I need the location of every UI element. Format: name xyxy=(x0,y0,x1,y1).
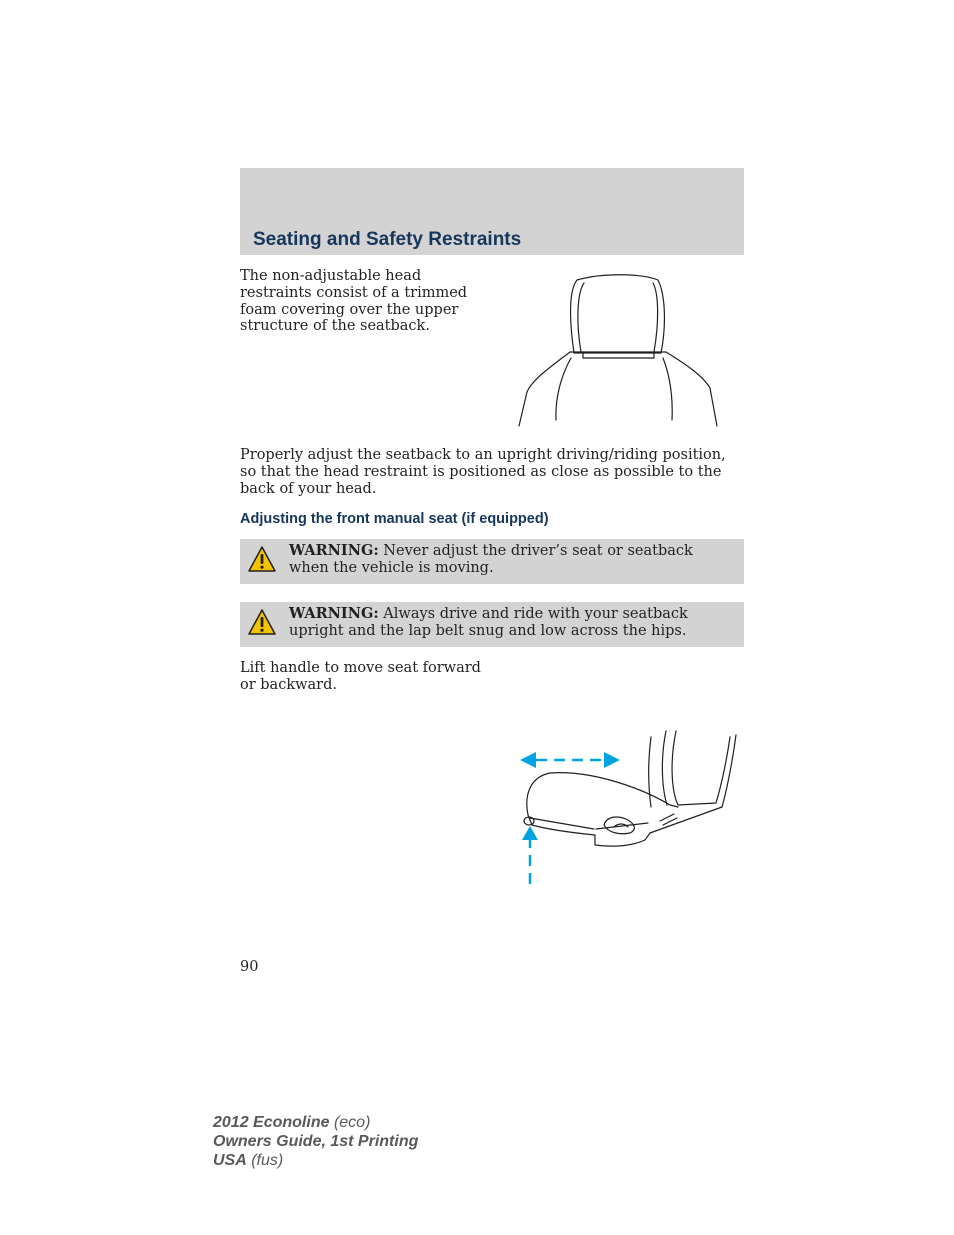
warning-label: WARNING: xyxy=(289,605,379,622)
footer-market: USA xyxy=(213,1152,247,1169)
warning-body: Never adjust the driver’s seat or seatback when the vehicle is moving. xyxy=(289,543,693,576)
subheading-manual-seat: Adjusting the front manual seat (if equipped) xyxy=(240,511,549,527)
warning-label: WARNING: xyxy=(289,542,379,559)
footer-edition: Owners Guide, 1st Printing xyxy=(213,1133,419,1150)
section-header-band xyxy=(240,168,744,255)
warning-triangle-icon xyxy=(247,545,277,573)
footer-market-code: (fus) xyxy=(246,1152,284,1169)
warning-box-1 xyxy=(240,539,744,584)
footer-line-2 xyxy=(213,1132,418,1151)
document-footer xyxy=(213,1113,418,1170)
lift-handle-text: Lift handle to move seat forward or backward. xyxy=(240,660,481,693)
warning-text-2 xyxy=(289,606,737,639)
head-restraint-illustration xyxy=(505,268,735,430)
page-number: 90 xyxy=(240,959,259,975)
footer-model: 2012 Econoline xyxy=(213,1114,330,1131)
section-title: Seating and Safety Restraints xyxy=(253,229,522,250)
warning-text-1 xyxy=(289,543,737,576)
footer-model-code: (eco) xyxy=(329,1114,371,1131)
warning-body: Always drive and ride with your seatback upright and the lap belt snug and low across the hips. xyxy=(289,606,688,639)
head-restraint-description: The non-adjustable head restraints consist of a trimmed foam covering over the upper structure of the seatback. xyxy=(240,268,468,335)
footer-line-1 xyxy=(213,1113,418,1132)
footer-line-3 xyxy=(213,1151,418,1170)
seatback-adjust-text: Properly adjust the seatback to an upright driving/riding position, so that the head restraint is positioned as close as possible to the back of your head. xyxy=(240,447,726,497)
warning-triangle-icon xyxy=(247,608,277,636)
warning-box-2 xyxy=(240,602,744,647)
seat-adjust-illustration xyxy=(510,725,750,900)
